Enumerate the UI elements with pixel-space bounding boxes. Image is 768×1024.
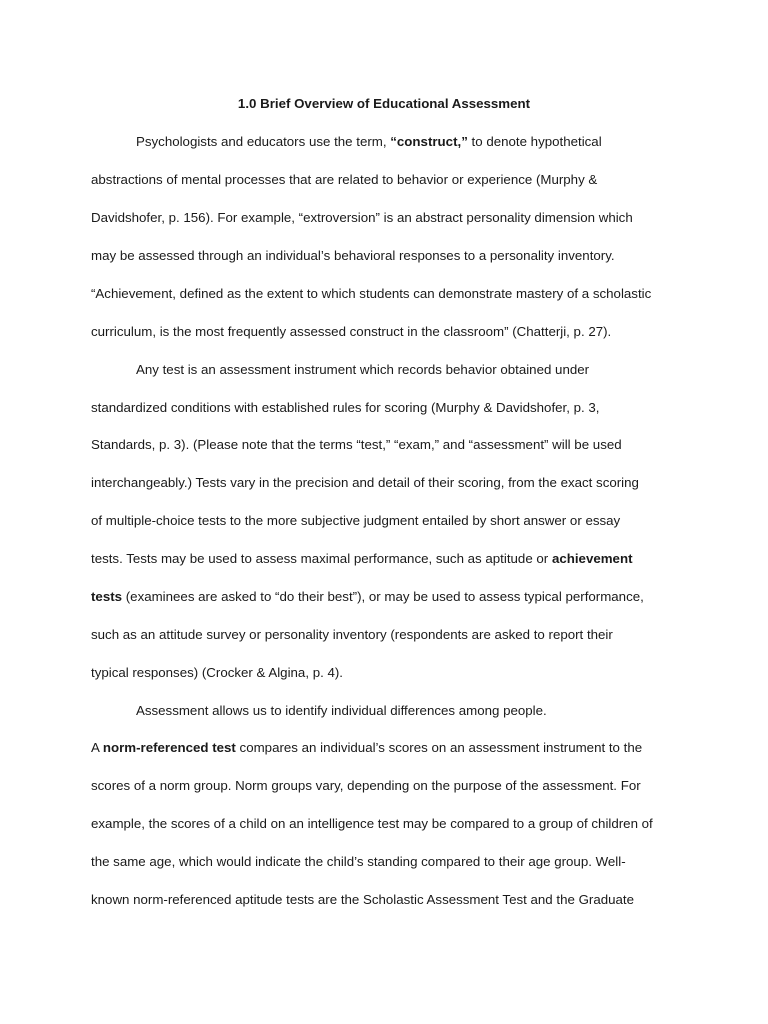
paragraph-1-line-5: “Achievement, defined as the extent to which students can demonstrate mastery of a scholastic xyxy=(91,286,652,301)
paragraph-2-line-8: such as an attitude survey or personality inventory (respondents are asked to report their xyxy=(91,627,613,642)
paragraph-2-line-2: standardized conditions with established rules for scoring (Murphy & Davidshofer, p. 3, xyxy=(91,400,600,415)
paragraph-1-line-6: curriculum, is the most frequently assessed construct in the classroom” (Chatterji, p. 27). xyxy=(91,324,612,339)
paragraph-3-line-1: Assessment allows us to identify individual differences among people. xyxy=(136,703,547,718)
paragraph-2-line-5: of multiple-choice tests to the more subjective judgment entailed by short answer or essay xyxy=(91,513,621,528)
paragraph-3-line-4: example, the scores of a child on an intelligence test may be compared to a group of children of xyxy=(91,816,653,831)
text-run: Psychologists and educators use the term, xyxy=(136,134,391,149)
paragraph-3-line-3: scores of a norm group. Norm groups vary, depending on the purpose of the assessment. For xyxy=(91,778,641,793)
bold-term-norm-referenced-test: norm-referenced test xyxy=(102,740,236,755)
section-title: 1.0 Brief Overview of Educational Assessment xyxy=(237,96,531,111)
paragraph-1-line-1 xyxy=(136,134,602,150)
text-run: (examinees are asked to “do their best”), or may be used to assess typical performance, xyxy=(122,589,644,604)
paragraph-3-line-5: the same age, which would indicate the child’s standing compared to their age group. Well- xyxy=(91,854,626,869)
paragraph-2-line-3: Standards, p. 3). (Please note that the terms “test,” “exam,” and “assessment” will be used xyxy=(91,437,622,452)
bold-term-tests: tests xyxy=(91,589,123,604)
paragraph-2-line-6 xyxy=(91,551,633,567)
bold-term-construct: “construct,” xyxy=(390,134,468,149)
paragraph-1-line-3: Davidshofer, p. 156). For example, “extroversion” is an abstract personality dimension which xyxy=(91,210,633,225)
paragraph-2-line-1: Any test is an assessment instrument which records behavior obtained under xyxy=(136,362,590,377)
paragraph-2-line-9: typical responses) (Crocker & Algina, p. 4). xyxy=(91,665,344,680)
paragraph-3-line-2 xyxy=(91,740,642,756)
text-run: tests. Tests may be used to assess maximal performance, such as aptitude or xyxy=(91,551,552,566)
text-run: compares an individual’s scores on an assessment instrument to the xyxy=(235,740,643,755)
bold-term-achievement: achievement xyxy=(551,551,633,566)
paragraph-1-line-4: may be assessed through an individual’s behavioral responses to a personality inventory. xyxy=(91,248,615,263)
paragraph-2-line-7 xyxy=(91,589,644,605)
text-run: to denote hypothetical xyxy=(467,134,602,149)
paragraph-2-line-4: interchangeably.) Tests vary in the precision and detail of their scoring, from the exact scoring xyxy=(91,475,639,490)
text-run: A xyxy=(91,740,103,755)
paragraph-3-line-6: known norm-referenced aptitude tests are the Scholastic Assessment Test and the Graduate xyxy=(91,892,635,907)
paragraph-1-line-2: abstractions of mental processes that are related to behavior or experience (Murphy & xyxy=(91,172,598,187)
